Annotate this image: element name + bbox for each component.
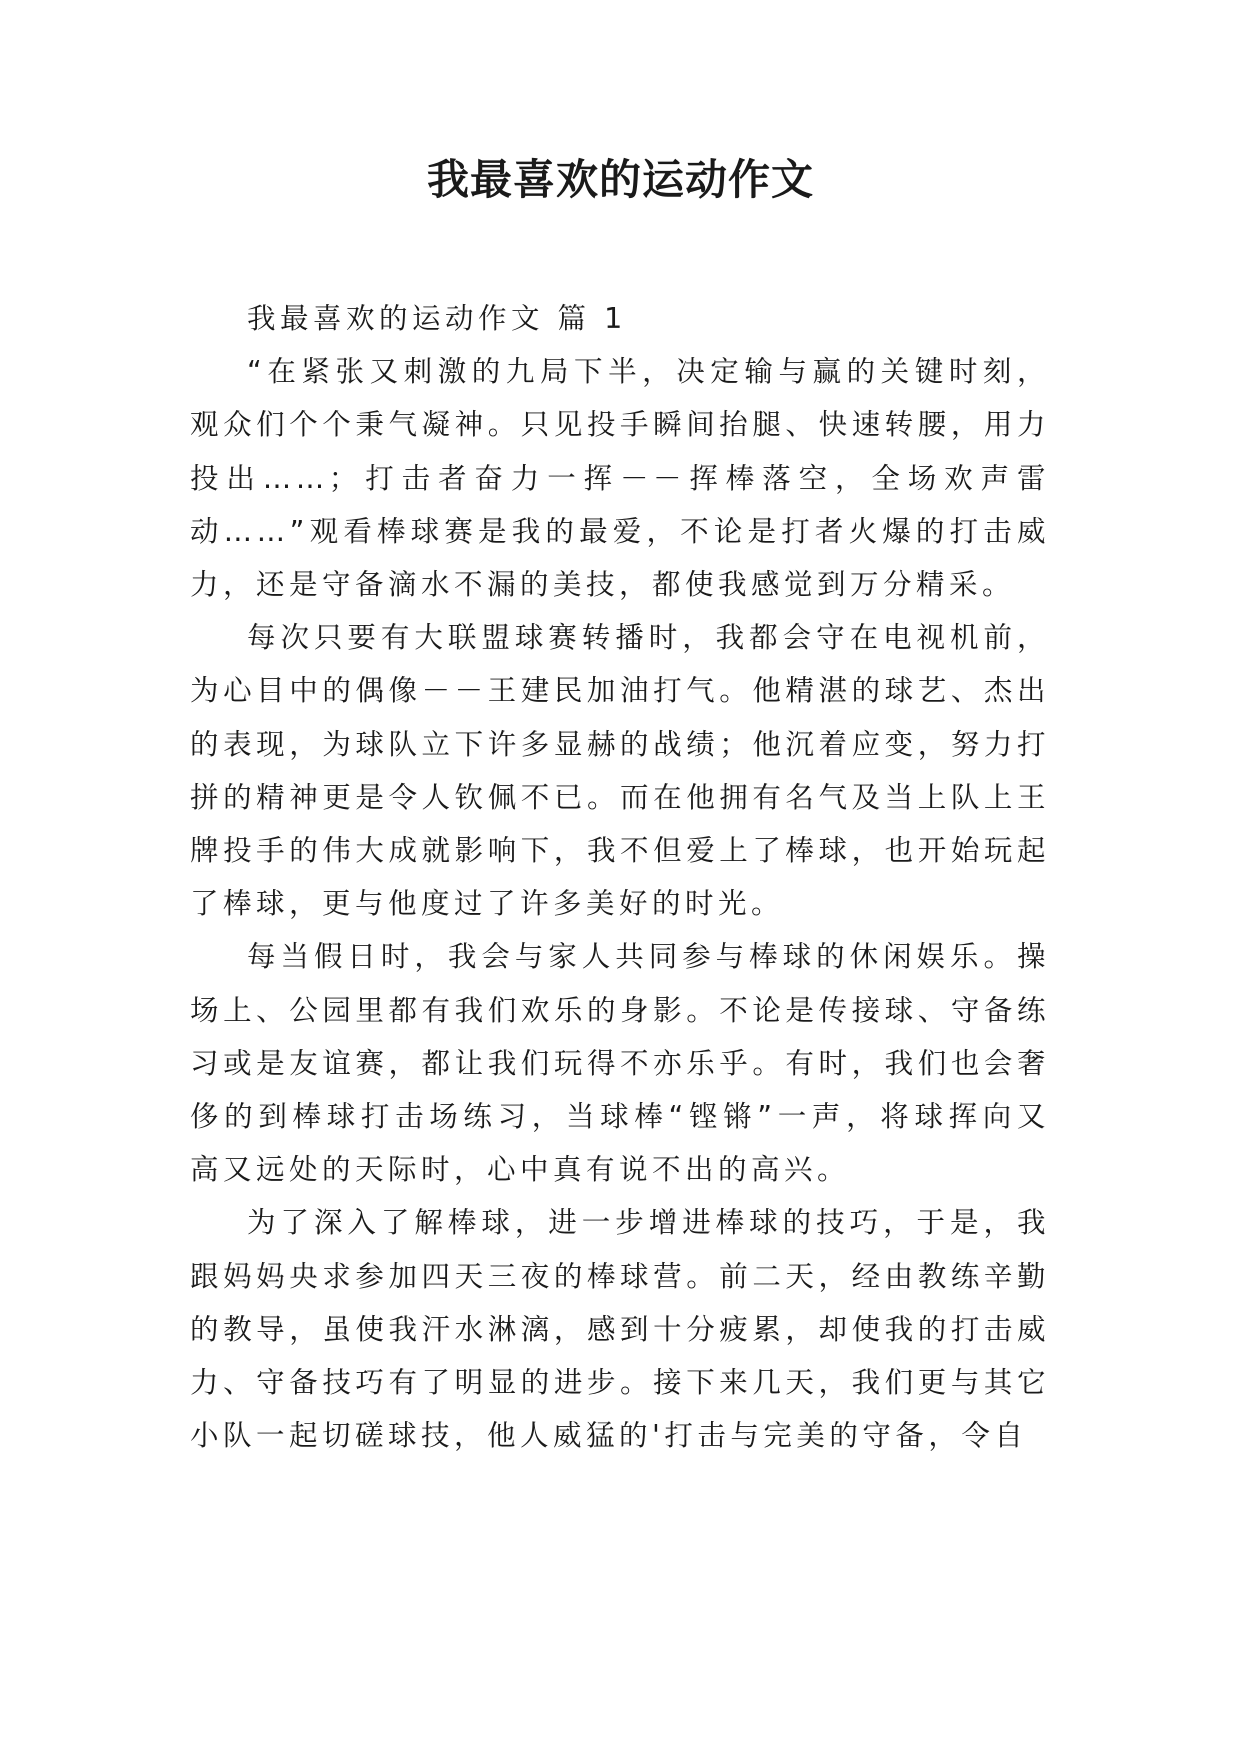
paragraph-4: 为了深入了解棒球，进一步增进棒球的技巧，于是，我跟妈妈央求参加四天三夜的棒球营。前二天，经由教练辛勤的教导，虽使我汗水淋漓，感到十分疲累，却使我的打击威力、守备技巧有了明显的进步。接下来几天，我们更与其它小队一起切磋球技，他人威猛的'打击与完美的守备，令自 [190, 1206, 1050, 1453]
document-title: 我最喜欢的运动作文 [426, 155, 814, 204]
section-heading: 我最喜欢的运动作文 篇 1 [247, 302, 627, 335]
document-body [190, 292, 1050, 1462]
paragraph-3: 每当假日时，我会与家人共同参与棒球的休闲娱乐。操场上、公园里都有我们欢乐的身影。不论是传接球、守备练习或是友谊赛，都让我们玩得不亦乐乎。有时，我们也会奢侈的到棒球打击场练习，当球棒“铿锵”一声，将球挥向又高又远处的天际时，心中真有说不出的高兴。 [190, 940, 1050, 1187]
paragraph-1: “在紧张又刺激的九局下半，决定输与赢的关键时刻，观众们个个秉气凝神。只见投手瞬间抬腿、快速转腰，用力投出……；打击者奋力一挥－－挥棒落空，全场欢声雷动……”观看棒球赛是我的最爱，不论是打者火爆的打击威力，还是守备滴水不漏的美技，都使我感觉到万分精采。 [190, 355, 1050, 602]
paragraph-2: 每次只要有大联盟球赛转播时，我都会守在电视机前，为心目中的偶像－－王建民加油打气。他精湛的球艺、杰出的表现，为球队立下许多显赫的战绩；他沉着应变，努力打拼的精神更是令人钦佩不已。而在他拥有名气及当上队上王牌投手的伟大成就影响下，我不但爱上了棒球，也开始玩起了棒球，更与他度过了许多美好的时光。 [190, 621, 1050, 921]
